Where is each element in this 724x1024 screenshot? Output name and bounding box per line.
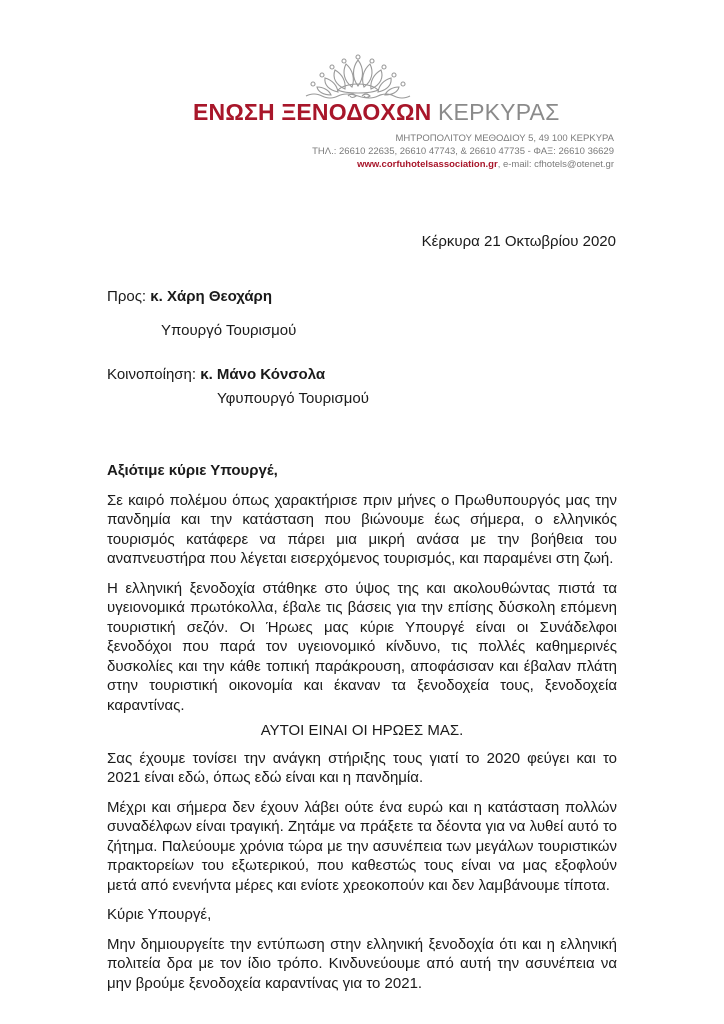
org-name-primary: ΕΝΩΣΗ ΞΕΝΟΔΟΧΩΝ xyxy=(193,99,432,125)
recipient-name: κ. Χάρη Θεοχάρη xyxy=(150,288,272,305)
paragraph: Σε καιρό πολέμου όπως χαρακτήρισε πριν μήνες ο Πρωθυπουργός μας την πανδημία και την κατάσταση που βιώνουμε έως σήμερα, ο ελληνικός τουρισμός κατάφερε να πάρει μια μικρή ανάσα με την βοήθεια του αναπνευστήρα που λέγεται εισερχόμενος τουρισμός, και παραμένει στη ζωή. xyxy=(107,491,617,567)
to-label: Προς: xyxy=(107,288,151,305)
recipient-line xyxy=(107,288,272,305)
ornamental-flower-logo-icon xyxy=(300,52,416,100)
cc-label: Κοινοποίηση: xyxy=(107,366,201,383)
organization-name xyxy=(193,99,560,126)
salutation: Αξιότιμε κύριε Υπουργέ, xyxy=(107,462,278,479)
email-text: , e-mail: cfhotels@otenet.gr xyxy=(497,159,614,170)
org-name-city: ΚΕΡΚΥΡΑΣ xyxy=(438,99,560,125)
org-contact xyxy=(357,159,614,170)
letterhead xyxy=(0,0,724,190)
website-link[interactable]: www.corfuhotelsassociation.gr xyxy=(357,159,498,170)
cc-line xyxy=(107,366,325,383)
letter-body xyxy=(107,461,617,1003)
paragraph: Μην δημιουργείτε την εντύπωση στην ελληνική ξενοδοχία ότι και η ελληνική πολιτεία δρα με τον ίδιο τρόπο. Κινδυνεύουμε από αυτή την ασυνέπεια να μην βρούμε ξενοδοχεία καραντίνας για το 2021. xyxy=(107,935,617,992)
org-phones: ΤΗΛ.: 26610 22635, 26610 47743, & 26610 47735 - ΦΑΞ: 26610 36629 xyxy=(312,146,614,157)
org-address: ΜΗΤΡΟΠΟΛΙΤΟΥ ΜΕΘΟΔΙΟΥ 5, 49 100 ΚΕΡΚΥΡΑ xyxy=(395,133,614,144)
cc-title: Υφυπουργό Τουρισμού xyxy=(217,390,369,407)
cc-name: κ. Μάνο Κόνσολα xyxy=(200,366,326,383)
heroes-statement: ΑΥΤΟΙ ΕΙΝΑΙ ΟΙ ΗΡΩΕΣ ΜΑΣ. xyxy=(260,722,464,739)
paragraph: Σας έχουμε τονίσει την ανάγκη στήριξης τους γιατί το 2020 φεύγει και το 2021 είναι εδώ, όπως εδώ είναι και η πανδημία. xyxy=(107,749,617,786)
recipient-title: Υπουργό Τουρισμού xyxy=(161,322,297,339)
letter-date: Κέρκυρα 21 Οκτωβρίου 2020 xyxy=(421,233,616,250)
paragraph: Μέχρι και σήμερα δεν έχουν λάβει ούτε ένα ευρώ και η κατάσταση πολλών συναδέλφων είναι τραγική. Ζητάμε να πράξετε τα δέοντα για να λυθεί αυτό το ζήτημα. Παλεύουμε χρόνια τώρα με την ασυνέπεια των μεγάλων τουριστικών πρακτορείων του εξωτερικού, που καθεστώς τους είναι να μας εξοφλούν μετά από ενενήντα μέρες και ενίοτε χρεοκοπούν και δεν λαμβάνουμε τίποτα. xyxy=(107,798,617,894)
paragraph: Η ελληνική ξενοδοχία στάθηκε στο ύψος της και ακολουθώντας πιστά τα υγειονομικά πρωτόκολλα, έβαλε τις βάσεις για την επίσης δύσκολη επόμενη τουριστική σεζόν. Οι Ήρωες μας κύριε Υπουργέ είναι οι Συνάδελφοι ξενοδόχοι που παρά τον υγειονομικό κίνδυνο, τις πολλές καθημερινές δυσκολίες και την κάθε τοπική παράκρουση, αποφάσισαν και έβαλαν πλάτη στην τουριστική οικονομία και έκαναν τα ξενοδοχεία τους, ξενοδοχεία καραντίνας. xyxy=(107,579,617,714)
second-salutation: Κύριε Υπουργέ, xyxy=(107,906,212,923)
